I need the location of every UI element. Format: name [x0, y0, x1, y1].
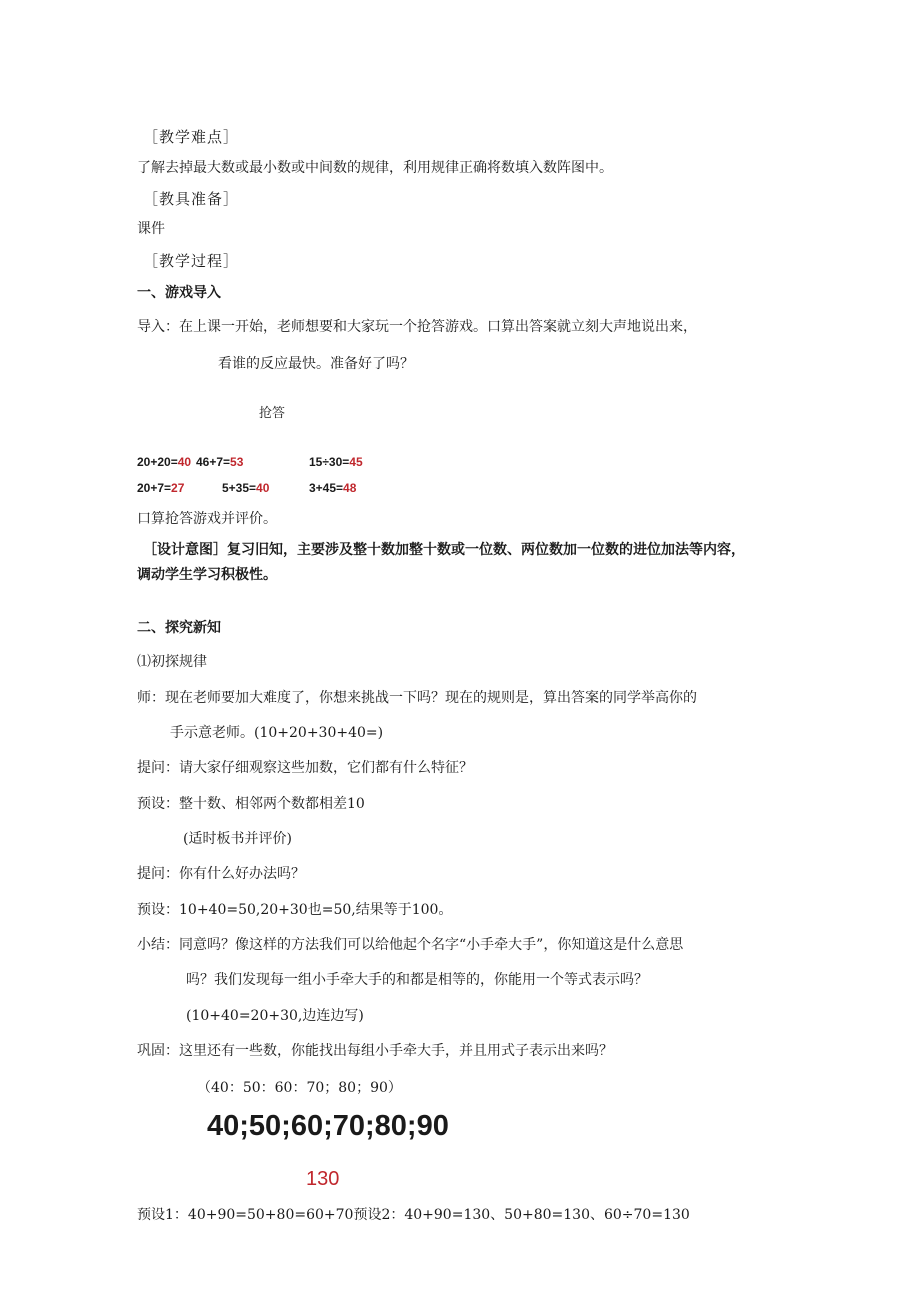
teacher-line-1: 师：现在老师要加大难度了，你想来挑战一下吗？现在的规则是，算出答案的同学举高你的	[137, 690, 697, 706]
after-quiz-text: 口算抢答游戏并评价。	[137, 511, 277, 527]
tools-text: 课件	[137, 221, 165, 237]
consolidate-text: 巩固：这里还有一些数，你能找出每组小手牵大手，并且用式子表示出来吗？	[137, 1043, 613, 1059]
quiz-item: 15÷30=45	[309, 455, 363, 469]
quiz-item: 20+20=40	[137, 455, 192, 469]
quiz-title: 抢答	[259, 406, 286, 421]
process-heading: ［教学过程］	[143, 252, 240, 270]
quiz-item: 3+45=48	[309, 481, 357, 495]
part1-heading: 一、游戏导入	[137, 285, 221, 301]
numbers-small: （40：50：60：70；80；90）	[197, 1080, 402, 1096]
part2-heading: 二、探究新知	[137, 620, 221, 636]
numbers-big: 40;50;60;70;80;90	[207, 1110, 449, 1142]
question-2: 提问：你有什么好办法吗？	[137, 866, 305, 882]
quiz-item: 20+7=27	[137, 481, 185, 495]
presets-final: 预设1：40+90=50+80=60+70预设2：40+90=130、50+80=130、60÷70=130	[137, 1207, 690, 1223]
preset-2: 预设：10+40=50,20+30也=50,结果等于100。	[137, 902, 453, 918]
design-intent-line-2: 调动学生学习积极性。	[137, 567, 277, 583]
summary-line-2: 吗？我们发现每一组小手牵大手的和都是相等的，你能用一个等式表示吗？	[186, 972, 648, 988]
intro-line-2: 看谁的反应最快。准备好了吗？	[218, 356, 414, 372]
teacher-line-2: 手示意老师。(10+20+30+40=)	[170, 725, 384, 741]
summary-line-1: 小结：同意吗？像这样的方法我们可以给他起个名字“小手牵大手”，你知道这是什么意思	[137, 937, 684, 953]
design-intent-line-1: ［设计意图］复习旧知，主要涉及整十数加整十数或一位数、两位数加一位数的进位加法等内容，	[143, 542, 745, 558]
note-1: (适时板书并评价)	[183, 831, 292, 847]
preset-1: 预设：整十数、相邻两个数都相差10	[137, 796, 365, 812]
difficulty-heading: ［教学难点］	[143, 128, 240, 146]
question-1: 提问：请大家仔细观察这些加数，它们都有什么特征？	[137, 760, 473, 776]
tools-heading: ［教具准备］	[143, 190, 240, 208]
quiz-item: 5+35=40	[222, 481, 270, 495]
difficulty-text: 了解去掉最大数或最小数或中间数的规律，利用规律正确将数填入数阵图中。	[137, 160, 613, 176]
intro-line-1: 导入：在上课一开始，老师想要和大家玩一个抢答游戏。口算出答案就立刻大声地说出来，	[137, 319, 697, 335]
quiz-item: 46+7=53	[196, 455, 244, 469]
subsection-1: ⑴初探规律	[137, 654, 207, 670]
note-2: (10+40=20+30,边连边写)	[186, 1008, 364, 1024]
sum-130: 130	[306, 1168, 340, 1190]
